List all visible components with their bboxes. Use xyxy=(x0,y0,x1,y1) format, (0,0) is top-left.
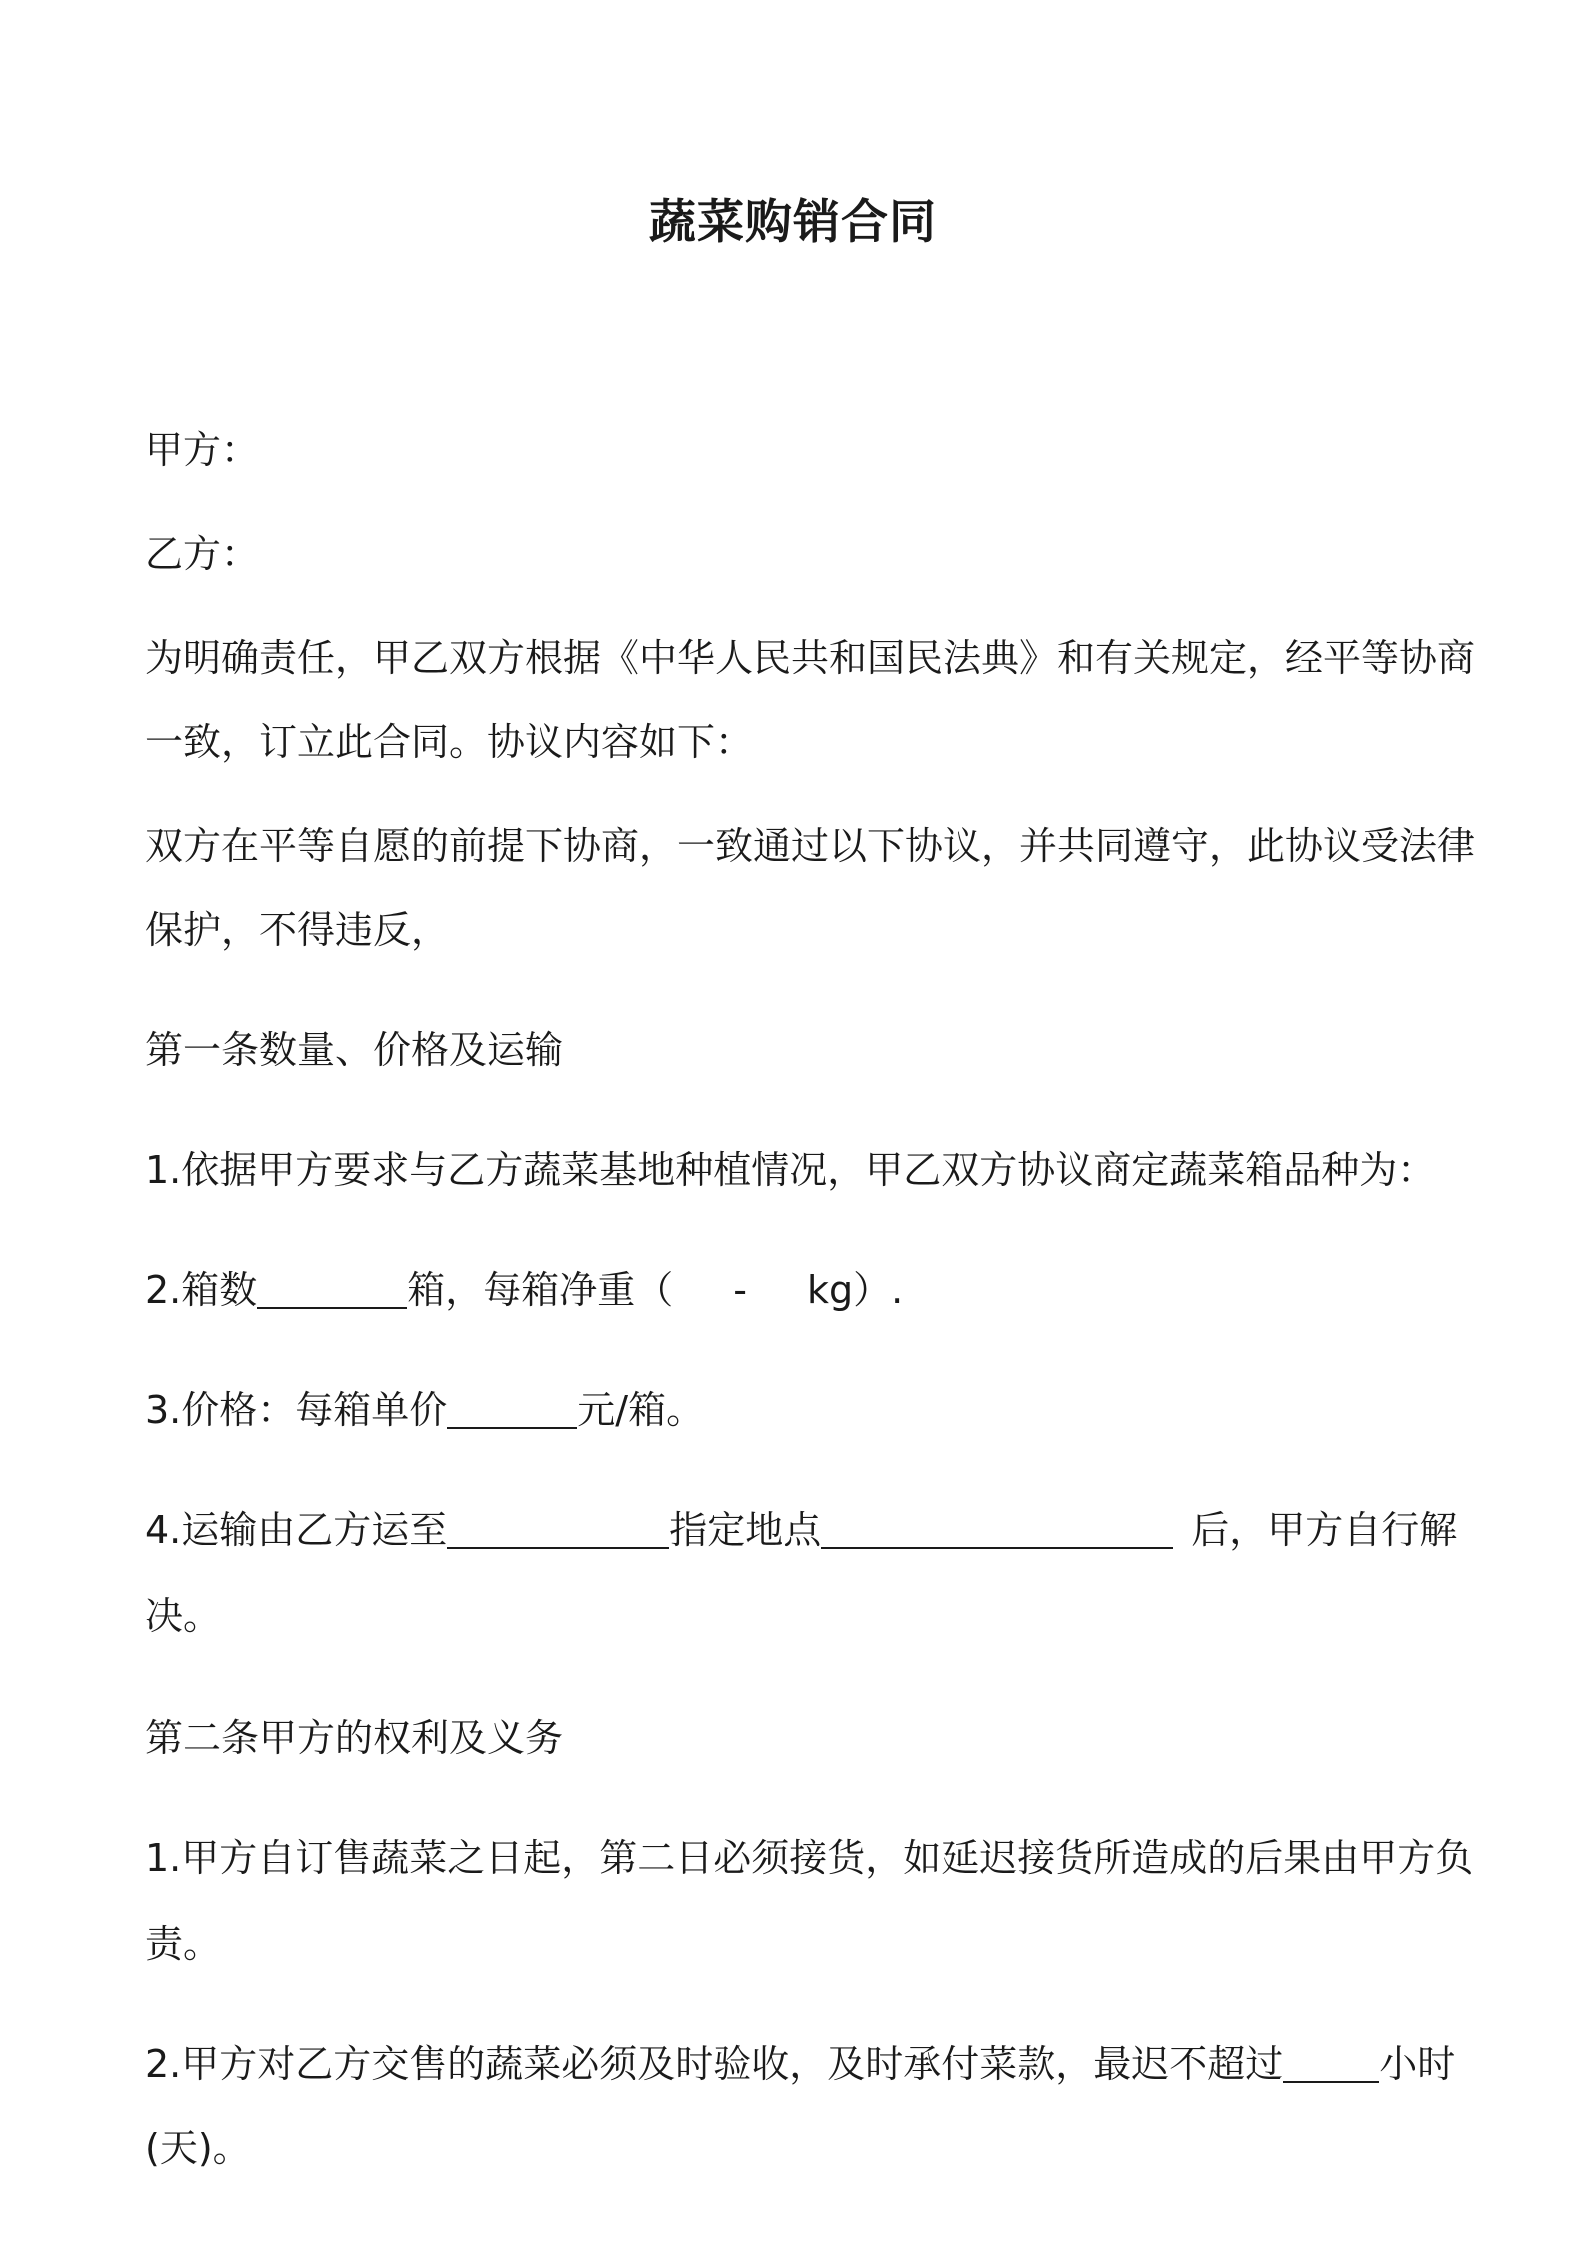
box-count-blank[interactable] xyxy=(257,1267,407,1309)
article-2-item-2-prefix: 2.甲方对乙方交售的蔬菜必须及时验收，及时承付菜款，最迟不超过 xyxy=(145,2042,1284,2086)
article-1-item-3 xyxy=(145,1384,704,1436)
delivery-destination-blank[interactable] xyxy=(447,1507,669,1549)
payment-deadline-blank[interactable] xyxy=(1283,2041,1379,2083)
article-2-item-2-line-2: (天)。 xyxy=(145,2126,251,2170)
designated-place-blank[interactable] xyxy=(821,1507,1173,1549)
preamble-line-1: 双方在平等自愿的前提下协商，一致通过以下协议，并共同遵守，此协议受法律 xyxy=(145,824,1476,868)
item-2-dash: - xyxy=(733,1268,747,1312)
unit-price-blank[interactable] xyxy=(447,1387,577,1429)
item-3-prefix: 3.价格：每箱单价 xyxy=(145,1388,448,1432)
item-2-middle: 箱，每箱净重（ xyxy=(407,1268,674,1312)
article-1-item-4-line-2: 决。 xyxy=(145,1594,222,1638)
intro-line-2: 一致，订立此合同。协议内容如下： xyxy=(145,720,754,764)
article-1-item-2 xyxy=(145,1264,903,1316)
item-4-suffix: 后，甲方自行解 xyxy=(1191,1508,1458,1552)
article-2-heading: 第二条甲方的权利及义务 xyxy=(145,1716,564,1760)
item-3-suffix: 元/箱。 xyxy=(577,1388,705,1432)
party-b-label: 乙方： xyxy=(145,532,260,576)
document-title: 蔬菜购销合同 xyxy=(649,195,937,250)
article-1-item-4 xyxy=(145,1504,1457,1556)
item-4-middle: 指定地点 xyxy=(669,1508,822,1552)
article-2-item-2 xyxy=(145,2038,1455,2090)
article-2-item-1-line-2: 责。 xyxy=(145,1922,222,1966)
party-a-label: 甲方： xyxy=(145,428,260,472)
item-4-prefix: 4.运输由乙方运至 xyxy=(145,1508,448,1552)
article-1-heading: 第一条数量、价格及运输 xyxy=(145,1028,564,1072)
item-2-prefix: 2.箱数 xyxy=(145,1268,258,1312)
article-1-item-1: 1.依据甲方要求与乙方蔬菜基地种植情况，甲乙双方协议商定蔬菜箱品种为： xyxy=(145,1148,1436,1192)
article-2-item-2-suffix: 小时 xyxy=(1379,2042,1456,2086)
article-2-item-1-line-1: 1.甲方自订售蔬菜之日起，第二日必须接货，如延迟接货所造成的后果由甲方负 xyxy=(145,1836,1474,1880)
preamble-line-2: 保护，不得违反， xyxy=(145,908,450,952)
intro-line-1: 为明确责任，甲乙双方根据《中华人民共和国民法典》和有关规定，经平等协商 xyxy=(145,636,1476,680)
item-2-unit: kg）. xyxy=(807,1268,904,1312)
